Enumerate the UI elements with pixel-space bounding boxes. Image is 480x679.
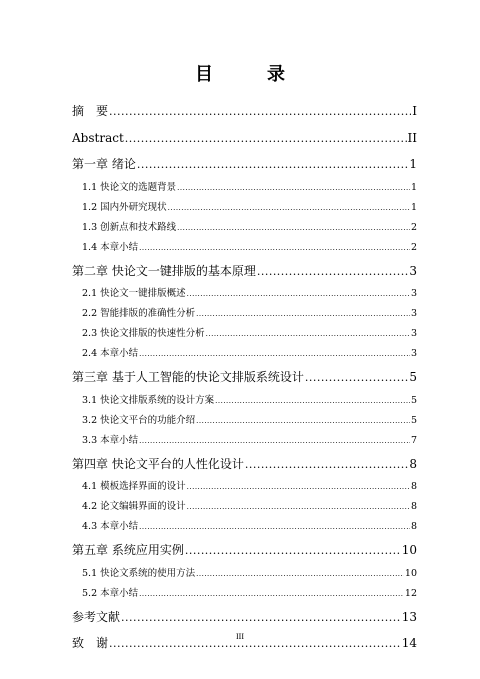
toc-entry-section-5-2[interactable] [72, 584, 417, 604]
toc-entry-section-4-1[interactable] [72, 477, 417, 497]
toc-entry-section-3-3[interactable] [72, 431, 417, 451]
toc-entry-label: 第一章 绪论 [72, 151, 136, 178]
toc-entry-label: 3.2 快论文平台的功能介绍 [82, 411, 195, 431]
toc-entry-label: 3.3 本章小结 [82, 431, 138, 451]
toc-entry-page: 8 [410, 501, 417, 512]
toc-leader-dots [168, 198, 410, 218]
toc-entry-page: 2 [410, 221, 417, 233]
toc-entry-label: 2.2 智能排版的准确性分析 [82, 304, 195, 324]
toc-entry-page: 1 [410, 181, 417, 193]
toc-entry-page: 3 [410, 288, 417, 299]
toc-entry-label: 第五章 系统应用实例 [72, 537, 184, 564]
toc-entry-page: 8 [410, 481, 417, 492]
toc-entry-label: 1.2 国内外研究现状 [82, 198, 167, 218]
toc-entry-label: 5.2 本章小结 [82, 584, 138, 604]
toc-entry-page: 12 [404, 587, 417, 599]
toc-entry-page: 2 [410, 241, 417, 253]
toc-leader-dots [177, 218, 410, 238]
toc-leader-dots [139, 584, 404, 604]
toc-entry-section-5-1[interactable] [72, 564, 417, 584]
toc-entry-page: 3 [409, 263, 417, 278]
toc-entry-page: 8 [409, 456, 417, 471]
toc-entry-page: 5 [409, 370, 417, 384]
toc-entry-abstract-en[interactable] [72, 125, 417, 152]
toc-entry-section-4-2[interactable] [72, 497, 417, 517]
toc-entry-page: 5 [410, 414, 417, 426]
toc-entry-references[interactable] [72, 604, 417, 631]
toc-entry-label: 第四章 快论文平台的人性化设计 [72, 451, 244, 478]
toc-entry-page: 5 [410, 394, 417, 406]
toc-entry-page: 7 [410, 434, 417, 446]
toc-leader-dots [125, 125, 407, 153]
toc-entry-section-3-1[interactable] [72, 391, 417, 411]
toc-entry-chapter-2[interactable] [72, 258, 417, 285]
toc-entry-label: 2.1 快论文一键排版概述 [82, 284, 186, 304]
toc-entry-label: 3.1 快论文排版系统的设计方案 [82, 391, 214, 411]
toc-entry-page: 8 [410, 521, 417, 532]
toc-leader-dots [109, 98, 411, 126]
toc-leader-dots [187, 497, 410, 517]
toc-entry-chapter-3[interactable] [72, 364, 417, 391]
toc-leader-dots [139, 238, 410, 258]
toc-leader-dots [121, 604, 401, 632]
toc-entry-page: 3 [410, 328, 417, 339]
toc-leader-dots [187, 477, 410, 497]
toc-entry-label: Abstract [72, 125, 124, 152]
toc-leader-dots [139, 431, 410, 451]
toc-entry-page: I [412, 104, 417, 118]
toc-leader-dots [196, 564, 404, 584]
toc-entry-page: 13 [401, 609, 417, 624]
table-of-contents [72, 98, 417, 657]
toc-leader-dots [177, 178, 410, 198]
toc-entry-label: 摘 要 [72, 98, 108, 125]
toc-entry-label: 4.2 论文编辑界面的设计 [82, 497, 186, 517]
toc-entry-section-3-2[interactable] [72, 411, 417, 431]
toc-entry-label: 1.3 创新点和技术路线 [82, 218, 176, 238]
toc-entry-page: 3 [410, 308, 417, 319]
toc-entry-section-1-4[interactable] [72, 238, 417, 258]
toc-entry-label: 2.3 快论文排版的快速性分析 [82, 324, 205, 344]
toc-entry-label: 4.1 模板选择界面的设计 [82, 477, 186, 497]
toc-leader-dots [245, 451, 409, 479]
toc-leader-dots [187, 284, 410, 304]
toc-entry-page: 10 [401, 543, 417, 557]
toc-leader-dots [206, 324, 410, 344]
toc-entry-section-4-3[interactable] [72, 517, 417, 537]
toc-entry-section-2-1[interactable] [72, 284, 417, 304]
toc-entry-label: 2.4 本章小结 [82, 344, 138, 364]
toc-leader-dots [305, 364, 409, 392]
toc-leader-dots [196, 411, 410, 431]
toc-entry-label: 参考文献 [72, 604, 120, 631]
toc-entry-section-1-2[interactable] [72, 198, 417, 218]
toc-entry-page: 1 [409, 157, 417, 171]
toc-leader-dots [196, 304, 410, 324]
toc-entry-label: 第二章 快论文一键排版的基本原理 [72, 258, 256, 285]
toc-entry-section-2-2[interactable] [72, 304, 417, 324]
toc-entry-page: 3 [410, 348, 417, 359]
toc-entry-abstract-cn[interactable] [72, 98, 417, 125]
toc-entry-label: 1.4 本章小结 [82, 238, 138, 258]
toc-entry-label: 致 谢 [72, 630, 108, 657]
toc-leader-dots [139, 344, 410, 364]
toc-entry-label: 1.1 快论文的选题背景 [82, 178, 176, 198]
toc-entry-chapter-4[interactable] [72, 451, 417, 478]
page-number-footer: III [236, 632, 244, 641]
toc-leader-dots [215, 391, 410, 411]
toc-leader-dots [137, 151, 409, 179]
toc-entry-chapter-1[interactable] [72, 151, 417, 178]
toc-entry-label: 4.3 本章小结 [82, 517, 138, 537]
toc-entry-label: 第三章 基于人工智能的快论文排版系统设计 [72, 364, 304, 391]
toc-entry-section-2-3[interactable] [72, 324, 417, 344]
page-title: 目 录 [195, 64, 303, 85]
toc-leader-dots [185, 537, 401, 565]
toc-entry-page: 10 [404, 567, 417, 579]
toc-entry-page: 14 [401, 636, 417, 650]
toc-entry-section-1-1[interactable] [72, 178, 417, 198]
toc-entry-chapter-5[interactable] [72, 537, 417, 564]
toc-entry-label: 5.1 快论文系统的使用方法 [82, 564, 195, 584]
toc-leader-dots [257, 258, 409, 286]
toc-entry-section-2-4[interactable] [72, 344, 417, 364]
toc-entry-section-1-3[interactable] [72, 218, 417, 238]
toc-entry-page: II [407, 130, 417, 145]
toc-entry-page: 1 [410, 201, 417, 213]
toc-leader-dots [139, 517, 410, 537]
